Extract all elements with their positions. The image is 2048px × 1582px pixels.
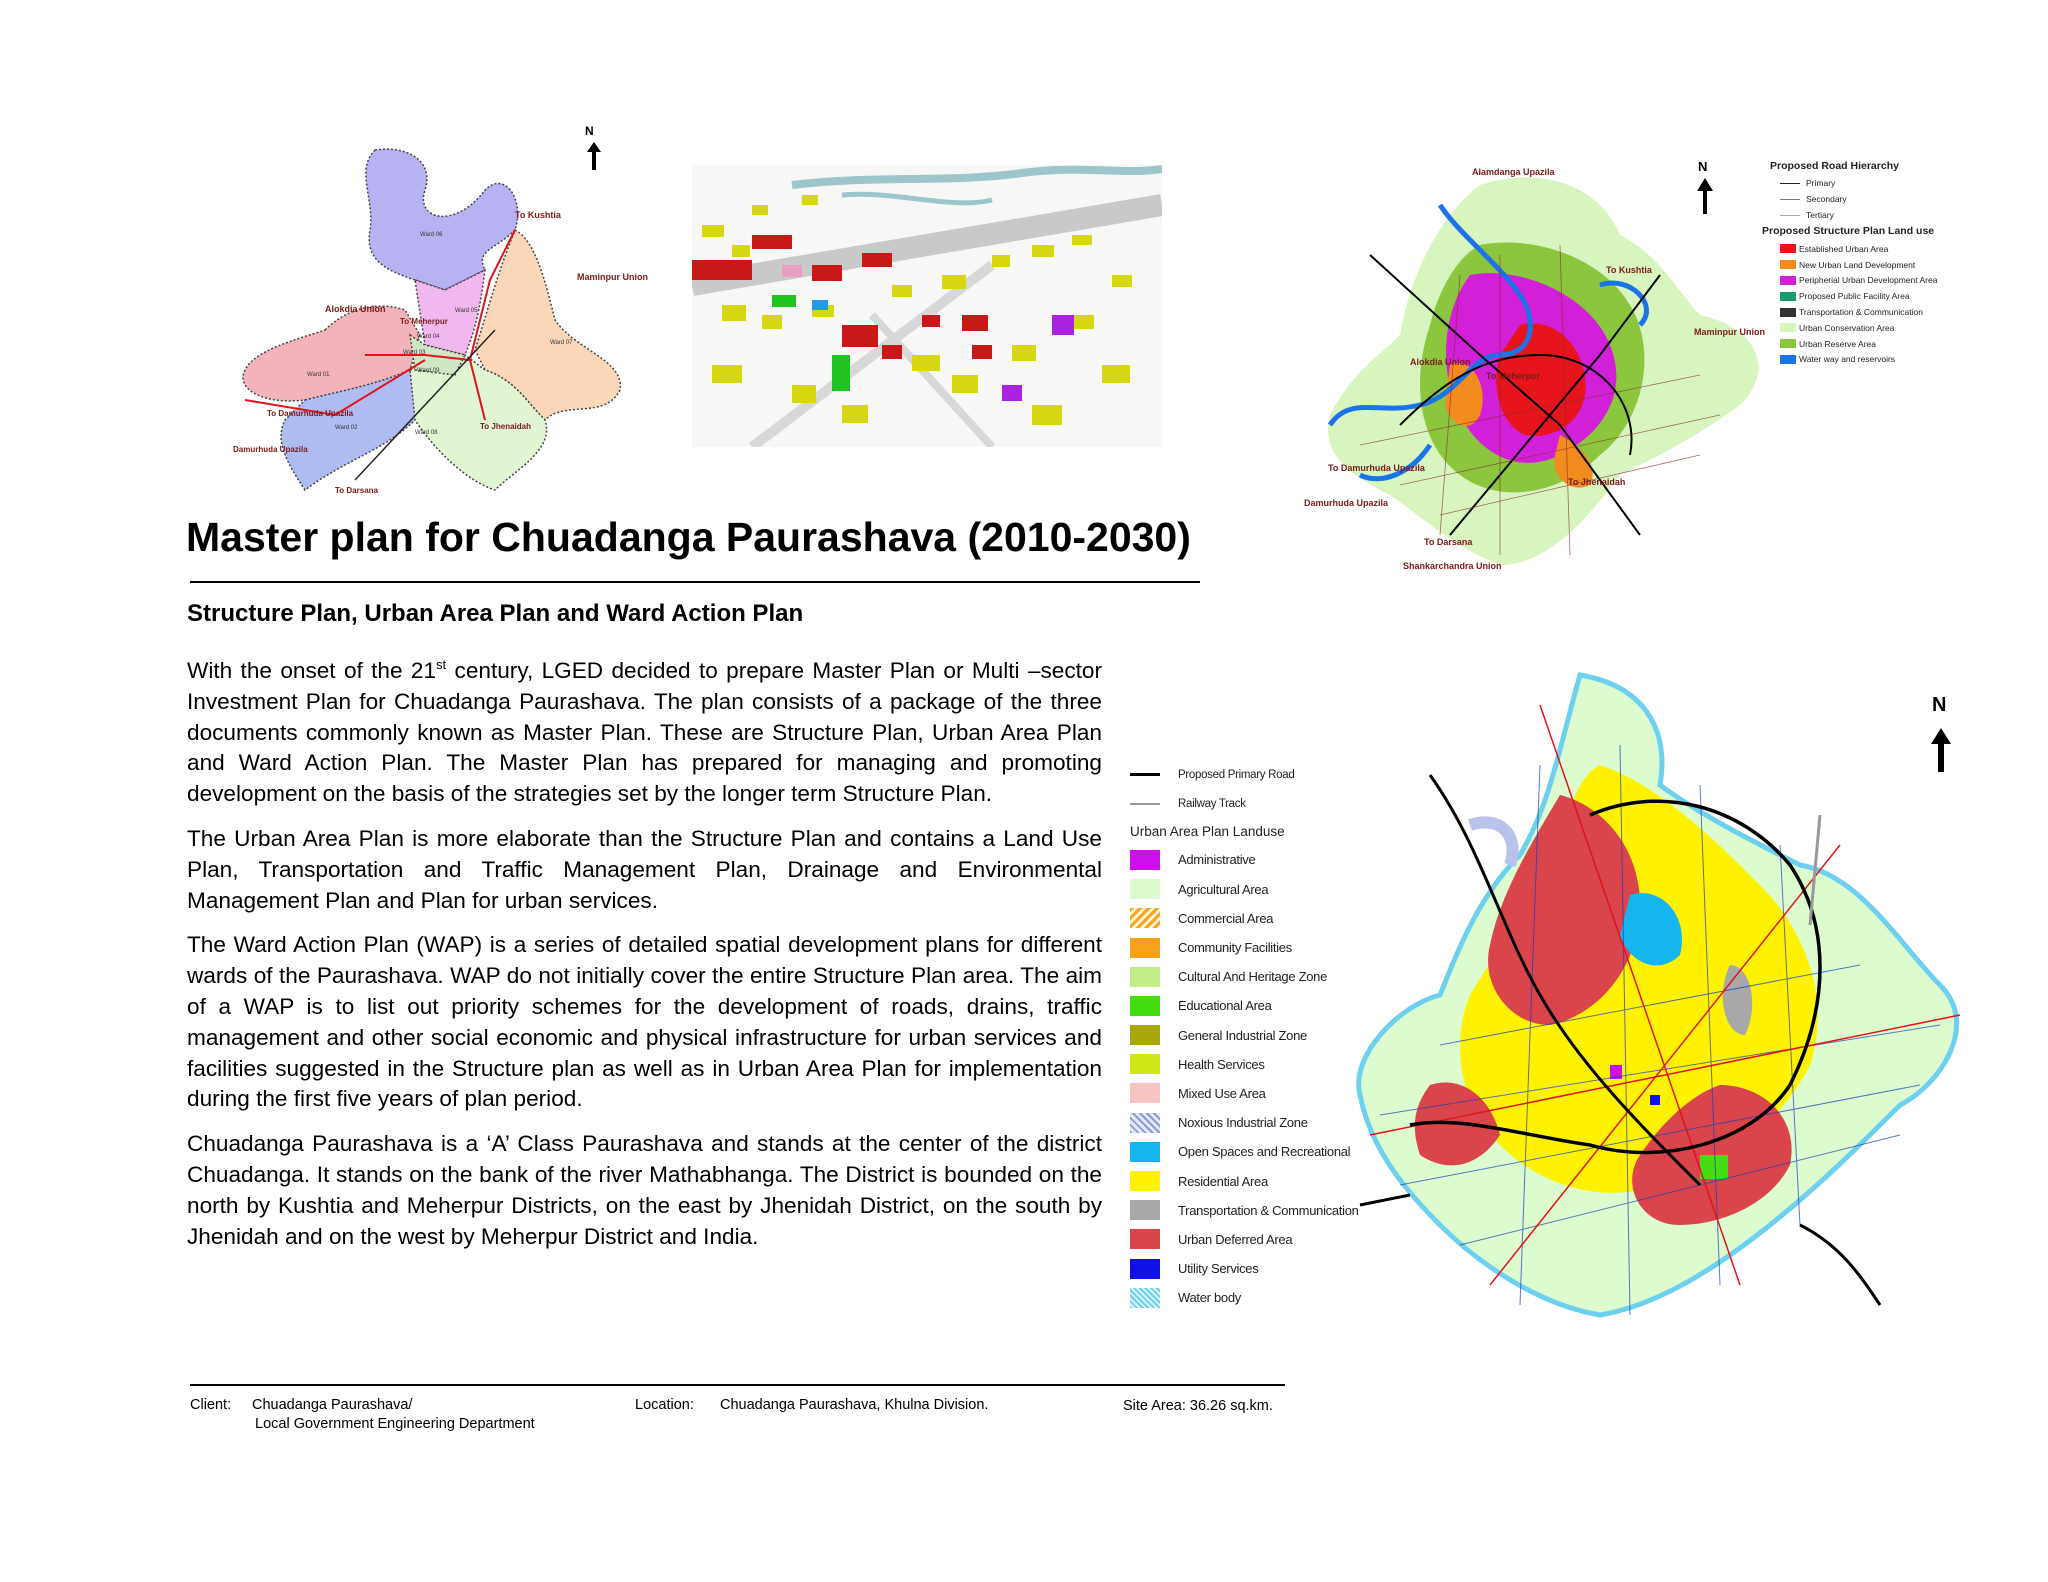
color-swatch: [1130, 1113, 1160, 1133]
north-label: N: [585, 124, 594, 138]
ward-map-label: To Jhenaidah: [480, 422, 531, 431]
color-swatch: [1130, 908, 1160, 928]
legend-label: Established Urban Area: [1799, 243, 1889, 254]
paragraph: The Urban Area Plan is more elaborate than the Structure Plan and contains a Land Use Plan, Transportation and Traffic Management Plan, Drainage and Environmental Management Plan and Plan for urban services.: [187, 825, 1102, 913]
color-swatch: [1780, 339, 1796, 348]
color-swatch: [1130, 1171, 1160, 1191]
color-swatch: [1130, 1142, 1160, 1162]
legend-label: Peripherial Urban Development Area: [1799, 275, 1938, 286]
north-label: N: [1698, 159, 1708, 174]
legend-item: [1780, 288, 1962, 304]
color-swatch: [1780, 260, 1796, 269]
legend-label: Residential Area: [1178, 1173, 1268, 1189]
line-swatch: [1780, 183, 1800, 184]
color-swatch: [1780, 244, 1796, 253]
ward-label: Ward 06: [420, 232, 443, 238]
legend-item: [1780, 257, 1962, 273]
legend-label: Transportation & Communication: [1178, 1202, 1359, 1218]
structure-map-label: To Kushtia: [1606, 265, 1652, 275]
legend-title: Proposed Road Hierarchy: [1770, 160, 1899, 172]
north-arrow-icon: [1931, 728, 1951, 777]
ward-label: Ward 08: [415, 430, 438, 436]
north-label: N: [1932, 694, 1947, 716]
structure-map-label: To Darsana: [1424, 537, 1473, 547]
legend-item: [1780, 207, 1962, 223]
ward-label: Ward 05: [455, 308, 478, 314]
ward-map-label: To Kushtia: [515, 210, 561, 220]
color-swatch: [1130, 996, 1160, 1016]
legend-label: New Urban Land Development: [1799, 259, 1916, 270]
legend-label: Urban Deferred Area: [1178, 1231, 1293, 1247]
color-swatch: [1780, 292, 1796, 301]
legend-item: [1780, 241, 1962, 257]
legend-label: Agricultural Area: [1178, 881, 1269, 897]
client-value-line2: Local Government Engineering Department: [255, 1416, 535, 1432]
ward-label: Ward 03: [403, 350, 426, 356]
legend-label: Tertiary: [1806, 210, 1834, 220]
location-label: Location:: [635, 1397, 694, 1413]
legend-label: Cultural And Heritage Zone: [1178, 969, 1328, 985]
page-title: Master plan for Chuadanga Paurashava (2010-2030): [186, 514, 1191, 560]
legend-label: Utility Services: [1178, 1261, 1259, 1277]
page-subtitle: Structure Plan, Urban Area Plan and Ward Action Plan: [187, 600, 804, 627]
footer-divider: [190, 1384, 1285, 1386]
ward-label: Ward 04: [417, 334, 440, 340]
site-area: Site Area: 36.26 sq.km.: [1123, 1398, 1273, 1414]
legend-label: Water body: [1178, 1290, 1241, 1306]
color-swatch: [1780, 276, 1796, 285]
legend-item: [1780, 175, 1962, 191]
legend-item: [1780, 191, 1962, 207]
structure-map-label: To Damurhuda Upazila: [1328, 463, 1425, 473]
urban-area-map: [1340, 665, 1980, 1330]
legend-label: Educational Area: [1178, 998, 1272, 1014]
legend-label: Noxious Industrial Zone: [1178, 1115, 1308, 1131]
superscript: st: [436, 657, 447, 672]
line-swatch: [1130, 773, 1160, 776]
legend-label: Open Spaces and Recreational: [1178, 1144, 1351, 1160]
title-divider: [190, 581, 1200, 583]
legend-title: Urban Area Plan Landuse: [1130, 824, 1285, 840]
color-swatch: [1130, 967, 1160, 987]
color-swatch: [1780, 308, 1796, 317]
urban-area-graphic: [1340, 665, 1980, 1330]
color-swatch: [1780, 355, 1796, 364]
north-arrow-icon: [1697, 178, 1713, 219]
structure-map-label: Maminpur Union: [1694, 327, 1765, 337]
legend-label: Proposed Primary Road: [1178, 768, 1295, 781]
legend-title: Proposed Structure Plan Land use: [1762, 225, 1935, 237]
legend-item: [1780, 336, 1962, 352]
legend-label: Proposed Public Facility Area: [1799, 291, 1910, 302]
structure-map-label: Shankarchandra Union: [1403, 561, 1502, 571]
legend-label: Commercial Area: [1178, 910, 1274, 926]
color-swatch: [1130, 1288, 1160, 1308]
ward-map: [225, 120, 648, 520]
city-3d-graphic: [692, 165, 1162, 447]
ward-map-label: To Meherpur: [400, 317, 448, 326]
legend-label: Urban Reserve Area: [1799, 338, 1877, 349]
client-value: Chuadanga Paurashava/: [252, 1397, 413, 1413]
line-swatch: [1780, 199, 1800, 200]
ward-label: Ward 01: [307, 372, 330, 378]
legend-item: [1780, 304, 1962, 320]
city-3d-render: [692, 165, 1162, 447]
line-swatch: [1130, 803, 1160, 805]
ward-label: Ward 07: [550, 340, 573, 346]
legend-item: [1780, 352, 1962, 368]
color-swatch: [1130, 1259, 1160, 1279]
color-swatch: [1130, 879, 1160, 899]
ward-label: Ward 09: [417, 368, 440, 374]
legend-label: Community Facilities: [1178, 940, 1292, 956]
body-text: [187, 656, 1102, 1266]
color-swatch: [1130, 1083, 1160, 1103]
legend-label: Primary: [1806, 178, 1836, 188]
structure-map-label: To Meherpur: [1486, 371, 1540, 381]
legend-label: Urban Conservation Area: [1799, 322, 1895, 333]
legend-label: Water way and reservoirs: [1799, 354, 1896, 365]
legend-label: Health Services: [1178, 1056, 1265, 1072]
paragraph-text: With the onset of the 21: [187, 658, 437, 683]
structure-map-label: Alamdanga Upazila: [1472, 167, 1555, 177]
legend-label: Transportation & Communication: [1799, 307, 1923, 318]
structure-map-label: Alokdia Union: [1410, 357, 1471, 367]
color-swatch: [1780, 323, 1796, 332]
line-swatch: [1780, 215, 1800, 216]
ward-map-label: To Damurhuda Upazila: [267, 409, 354, 418]
ward-map-label: Maminpur Union: [577, 272, 648, 282]
ward-map-label: To Darsana: [335, 486, 378, 495]
north-arrow-icon: [587, 142, 601, 175]
paragraph: [187, 656, 1102, 810]
color-swatch: [1130, 1025, 1160, 1045]
color-swatch: [1130, 1229, 1160, 1249]
structure-map-label: To Jhenaidah: [1568, 477, 1626, 487]
legend-label: General Industrial Zone: [1178, 1027, 1307, 1043]
legend-label: Mixed Use Area: [1178, 1085, 1266, 1101]
legend-item: [1780, 273, 1962, 289]
client-label: Client:: [190, 1397, 232, 1413]
ward-label: Ward 02: [335, 425, 358, 431]
structure-plan-legend: [1762, 160, 1962, 367]
legend-item: [1780, 320, 1962, 336]
paragraph-text: century, LGED decided to prepare Master Plan or Multi –sector Investment Plan for Chuadanga Paurashava. The plan consists of a package of the three documents commonly known as Master Plan. These are Structure Plan, Urban Area Plan and Ward Action Plan. The Master Plan has prepared for managing and promoting development on the basis of the strategies set by the longer term Structure Plan.: [187, 658, 1102, 807]
paragraph: Chuadanga Paurashava is a ‘A’ Class Paurashava and stands at the center of the district Chuadanga. It stands on the bank of the river Mathabhanga. The District is bounded on the north by Kushtia and Meherpur Districts, on the east by Jhenidah District, on the south by Jhenidah and on the west by Meherpur District and India.: [187, 1131, 1102, 1249]
color-swatch: [1130, 1054, 1160, 1074]
paragraph: The Ward Action Plan (WAP) is a series of detailed spatial development plans for different wards of the Paurashava. WAP do not initially cover the entire Structure Plan area. The aim of a WAP is to list out priority schemes for the development of roads, drains, traffic management and other social economic and physical infrastructure for urban services and facilities suggested in the Structure plan as well as in Urban Area Plan for implementation during the first five years of plan period.: [187, 932, 1102, 1112]
location-value: Chuadanga Paurashava, Khulna Division.: [720, 1397, 989, 1413]
legend-label: Secondary: [1806, 194, 1847, 204]
color-swatch: [1130, 938, 1160, 958]
color-swatch: [1130, 1200, 1160, 1220]
legend-label: Railway Track: [1178, 797, 1246, 810]
color-swatch: [1130, 850, 1160, 870]
legend-label: Administrative: [1178, 852, 1256, 868]
ward-map-label: Damurhuda Upazila: [233, 445, 308, 454]
ward-map-label: Alokdia Union: [325, 304, 386, 314]
structure-map-label: Damurhuda Upazila: [1304, 498, 1389, 508]
